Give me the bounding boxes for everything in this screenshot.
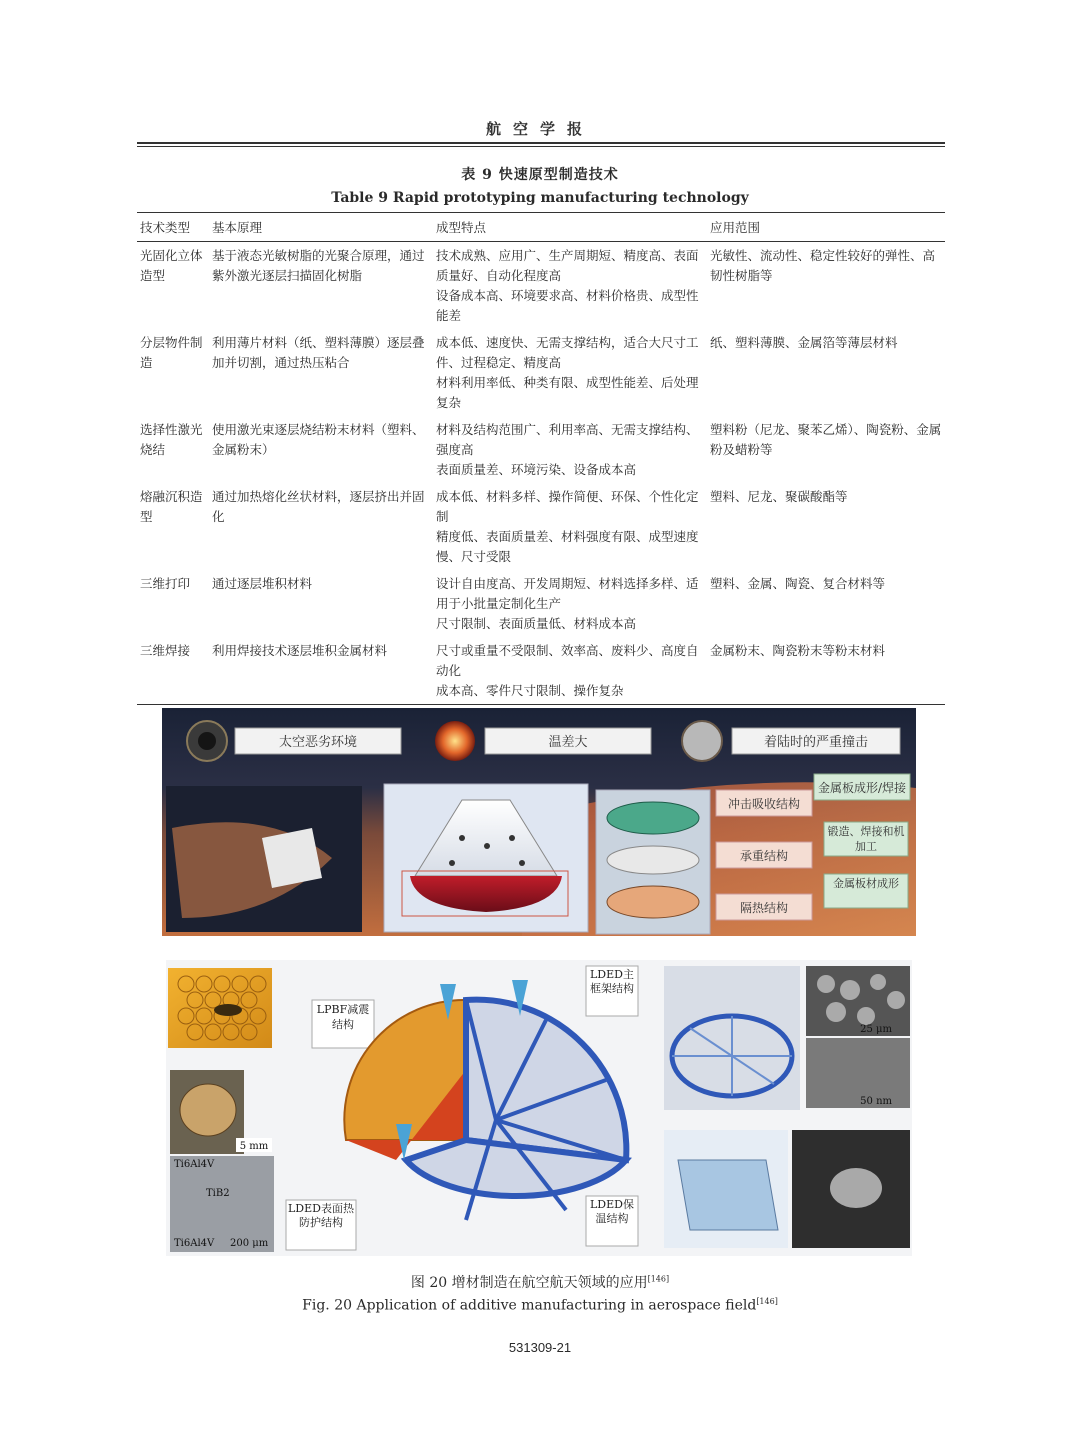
figure-ref-cn: [146] <box>647 1274 670 1284</box>
cell-type: 分层物件制造 <box>140 335 203 370</box>
scale-50nm: 50 nm <box>860 1096 892 1107</box>
header-type: 技术类型 <box>137 213 209 242</box>
scale-5mm: 5 mm <box>239 1141 269 1152</box>
cell-pros: 成本低、材料多样、操作简便、环保、个性化定制 <box>436 489 699 524</box>
tem-image <box>806 1038 910 1108</box>
cell-features <box>433 637 707 705</box>
cell-pros: 技术成熟、应用广、生产周期短、精度高、表面质量好、自动化程度高 <box>436 248 699 283</box>
table-row <box>137 242 945 330</box>
shield-layer-top <box>607 802 699 834</box>
figure-ref-en: [146] <box>756 1297 778 1306</box>
cell-type: 熔融沉积造型 <box>140 489 203 524</box>
capsule-icon <box>682 721 722 761</box>
cell-type: 光固化立体造型 <box>140 248 203 283</box>
scale-25um: 25 μm <box>860 1024 892 1035</box>
env-label-space: 太空恶劣环境 <box>278 735 358 750</box>
reentry-capsule <box>262 828 322 888</box>
cell-principle: 利用焊接技术逐层堆积金属材料 <box>209 637 433 705</box>
shell-spiral <box>180 1084 236 1136</box>
cell-pros: 成本低、速度快、无需支撑结构，适合大尺寸工件、过程稳定、精度高 <box>436 335 699 370</box>
pipe-hole <box>198 732 216 750</box>
cell-features <box>433 329 707 416</box>
cell-cons: 成本高、零件尺寸限制、操作复杂 <box>436 683 624 698</box>
table-row <box>137 483 945 570</box>
table-row <box>137 570 945 637</box>
role-insulation: 隔热结构 <box>739 901 789 915</box>
label-tib2: TiB2 <box>206 1188 230 1199</box>
cell-scope: 塑料粉（尼龙、聚苯乙烯）、陶瓷粉、金属粉及蜡粉等 <box>710 422 942 457</box>
cell-cons: 材料利用率低、种类有限、成型性能差、后处理复杂 <box>436 375 699 410</box>
role-impact-absorb: 冲击吸收结构 <box>727 797 801 811</box>
header-features: 成型特点 <box>433 213 707 242</box>
cell-scope: 塑料、金属、陶瓷、复合材料等 <box>710 576 886 591</box>
cell-type: 三维打印 <box>140 576 191 591</box>
cell-features <box>433 242 707 330</box>
journal-name: 航空学报 <box>485 120 594 138</box>
header-principle: 基本原理 <box>209 213 433 242</box>
cell-scope: 光敏性、流动性、稳定性较好的弹性、高韧性树脂等 <box>710 248 936 283</box>
figure-caption-cn-text: 图 20 增材制造在航空航天领域的应用 <box>410 1275 648 1291</box>
process-forge-weld-machine: 锻造、焊接和机加工 <box>827 825 905 853</box>
table-caption-cn: 表 9 快速原型制造技术 <box>461 167 619 183</box>
env-label-temp: 温差大 <box>548 735 588 750</box>
scale-200um: 200 μm <box>230 1238 269 1249</box>
shield-layer-middle <box>607 846 699 874</box>
label-ti6al4v-bottom: Ti6Al4V <box>174 1238 215 1249</box>
bee-image <box>214 1004 242 1016</box>
figure-caption-en <box>0 1297 1080 1314</box>
table-header-row <box>137 213 945 242</box>
role-load-bearing: 承重结构 <box>739 849 789 863</box>
label-lded-insulation: LDED保温结构 <box>590 1198 634 1225</box>
cell-principle: 通过加热熔化丝状材料，逐层挤出并固化 <box>212 489 425 524</box>
label-lpbf: LPBF减震结构 <box>316 1003 370 1031</box>
cell-scope: 金属粉末、陶瓷粉末等粉末材料 <box>707 637 945 705</box>
rapid-prototyping-table <box>137 212 945 705</box>
header-scope: 应用范围 <box>707 213 945 242</box>
label-lded-surface: LDED表面热防护结构 <box>288 1202 354 1229</box>
process-sheet-forming: 金属板材成形 <box>833 877 899 890</box>
figure-caption-cn <box>0 1272 1080 1292</box>
table-row <box>137 416 945 483</box>
table-caption-en: Table 9 Rapid prototyping manufacturing technology <box>331 190 749 206</box>
cell-cons: 精度低、表面质量差、材料强度有限、成型速度慢、尺寸受限 <box>436 529 699 564</box>
label-lded-frame: LDED主框架结构 <box>590 968 634 995</box>
cell-principle: 通过逐层堆积材料 <box>212 576 313 591</box>
env-label-impact: 着陆时的严重撞击 <box>763 735 869 750</box>
header-rule <box>137 142 945 144</box>
cell-scope: 塑料、尼龙、聚碳酸酯等 <box>710 489 848 504</box>
cell-type: 选择性激光烧结 <box>140 422 203 457</box>
shield-layer-bottom <box>607 886 699 918</box>
cell-cons: 表面质量差、环境污染、设备成本高 <box>436 462 637 477</box>
sun-icon <box>435 721 475 761</box>
cell-pros: 尺寸或重量不受限制、效率高、废料少、高度自动化 <box>436 643 699 678</box>
cell-scope: 纸、塑料薄膜、金属箔等薄层材料 <box>710 335 898 350</box>
table-row <box>137 329 945 416</box>
figure-top-panel <box>162 708 916 936</box>
cell-pros: 设计自由度高、开发周期短、材料选择多样、适用于小批量定制化生产 <box>436 576 699 611</box>
process-sheet-forming-weld: 金属板成形/焊接 <box>817 781 907 795</box>
cell-features <box>433 483 707 570</box>
label-ti6al4v-top: Ti6Al4V <box>174 1159 215 1170</box>
cell-cons: 设备成本高、环境要求高、材料价格贵、成型性能差 <box>436 288 699 323</box>
cell-features <box>433 416 707 483</box>
cell-features <box>433 570 707 637</box>
figure-bottom-panel <box>166 960 912 1256</box>
cell-principle: 利用薄片材料（纸、塑料薄膜）逐层叠加并切割，通过热压粘合 <box>212 335 425 370</box>
cell-principle: 使用激光束逐层烧结粉末材料（塑料、金属粉末） <box>212 422 425 457</box>
header-rule-thin <box>137 146 945 147</box>
figure-caption-en-text: Fig. 20 Application of additive manufacturing in aerospace field <box>302 1297 757 1314</box>
cell-principle: 基于液态光敏树脂的光聚合原理，通过紫外激光逐层扫描固化树脂 <box>212 248 425 283</box>
cell-type: 三维焊接 <box>137 637 209 705</box>
cell-cons: 尺寸限制、表面质量低、材料成本高 <box>436 616 637 631</box>
table-row <box>137 637 945 705</box>
cell-pros: 材料及结构范围广、利用率高、无需支撑结构、强度高 <box>436 422 699 457</box>
page-number: 531309-21 <box>508 1340 572 1355</box>
